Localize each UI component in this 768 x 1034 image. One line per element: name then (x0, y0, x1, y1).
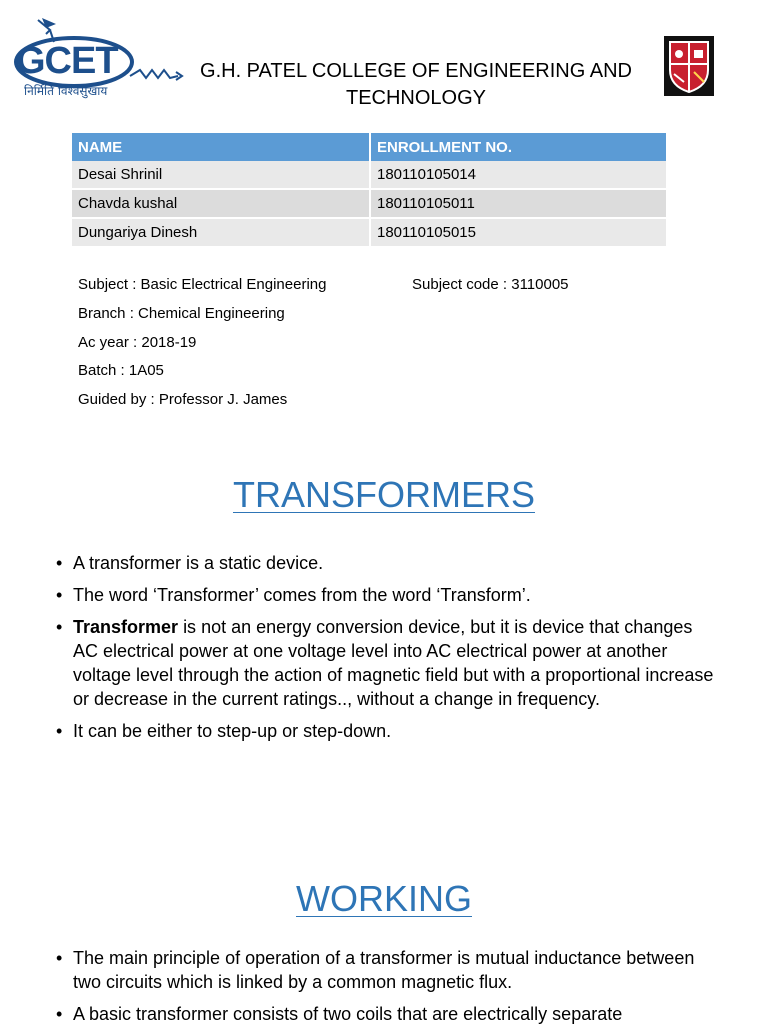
student-enrollment: 180110105014 (370, 161, 666, 189)
logo-text: GCET (16, 40, 118, 82)
bullet-text: is not an energy conversion device, but it is device that changes AC electrical power at one voltage level into AC electrical power at another voltage level through the action of magnetic field but with a proportional increase or decrease in the current ratings.., without a change in frequency. (73, 617, 714, 709)
list-item: • Transformer is not an energy conversion device, but it is device that changes AC electrical power at one voltage level into AC electrical power at another voltage level through the action of magnetic field but with a proportional increase or decrease in the current ratings.., without a change in frequency. (56, 617, 714, 709)
header-enrollment: ENROLLMENT NO. (370, 133, 666, 161)
list-item: • It can be either to step-up or step-down. (56, 721, 392, 741)
students-table (72, 133, 666, 248)
transformers-heading: TRANSFORMERS (232, 474, 535, 515)
header-name: NAME (72, 133, 370, 161)
crest-icon (664, 36, 714, 96)
transformers-bullets (56, 551, 716, 751)
bullet-text: A basic transformer consists of two coils that are electrically separate (73, 1004, 623, 1024)
logo-tagline: निर्मिति विश्वसुखाय (24, 84, 108, 98)
bullet-text: It can be either to step-up or step-down. (73, 721, 392, 741)
bullet-text: A transformer is a static device. (73, 553, 324, 573)
subject-line: Subject : Basic Electrical Engineering (78, 276, 327, 293)
student-name: Desai Shrinil (72, 161, 370, 189)
student-name: Chavda kushal (72, 189, 370, 218)
gcet-logo (10, 14, 180, 104)
college-crest (664, 36, 714, 96)
table-header-row (72, 133, 666, 161)
table-row (72, 189, 666, 218)
bullet-text: The word ‘Transformer’ comes from the word ‘Transform’. (73, 585, 531, 605)
table-row (72, 161, 666, 189)
list-item: • The word ‘Transformer’ comes from the word ‘Transform’. (56, 585, 531, 605)
branch-line: Branch : Chemical Engineering (78, 305, 285, 322)
list-item: • A basic transformer consists of two coils that are electrically separate (56, 1004, 623, 1024)
subject-code-line: Subject code : 3110005 (412, 276, 569, 293)
working-heading: WORKING (296, 878, 472, 919)
working-bullets (56, 946, 716, 1034)
batch-line: Batch : 1A05 (78, 362, 164, 379)
student-enrollment: 180110105015 (370, 218, 666, 247)
list-item: • The main principle of operation of a transformer is mutual inductance between two circuits which is linked by a common magnetic flux. (56, 948, 695, 992)
list-item: • A transformer is a static device. (56, 553, 324, 573)
bullet-bold-lead: Transformer (73, 617, 179, 637)
table-row (72, 218, 666, 247)
college-title: G.H. PATEL COLLEGE OF ENGINEERING AND TECHNOLOGY (200, 60, 632, 109)
ac-year-line: Ac year : 2018-19 (78, 334, 197, 351)
student-enrollment: 180110105011 (370, 189, 666, 218)
student-name: Dungariya Dinesh (72, 218, 370, 247)
bullet-text: The main principle of operation of a transformer is mutual inductance between two circuits which is linked by a common magnetic flux. (73, 948, 695, 992)
guided-by-line: Guided by : Professor J. James (78, 391, 288, 408)
